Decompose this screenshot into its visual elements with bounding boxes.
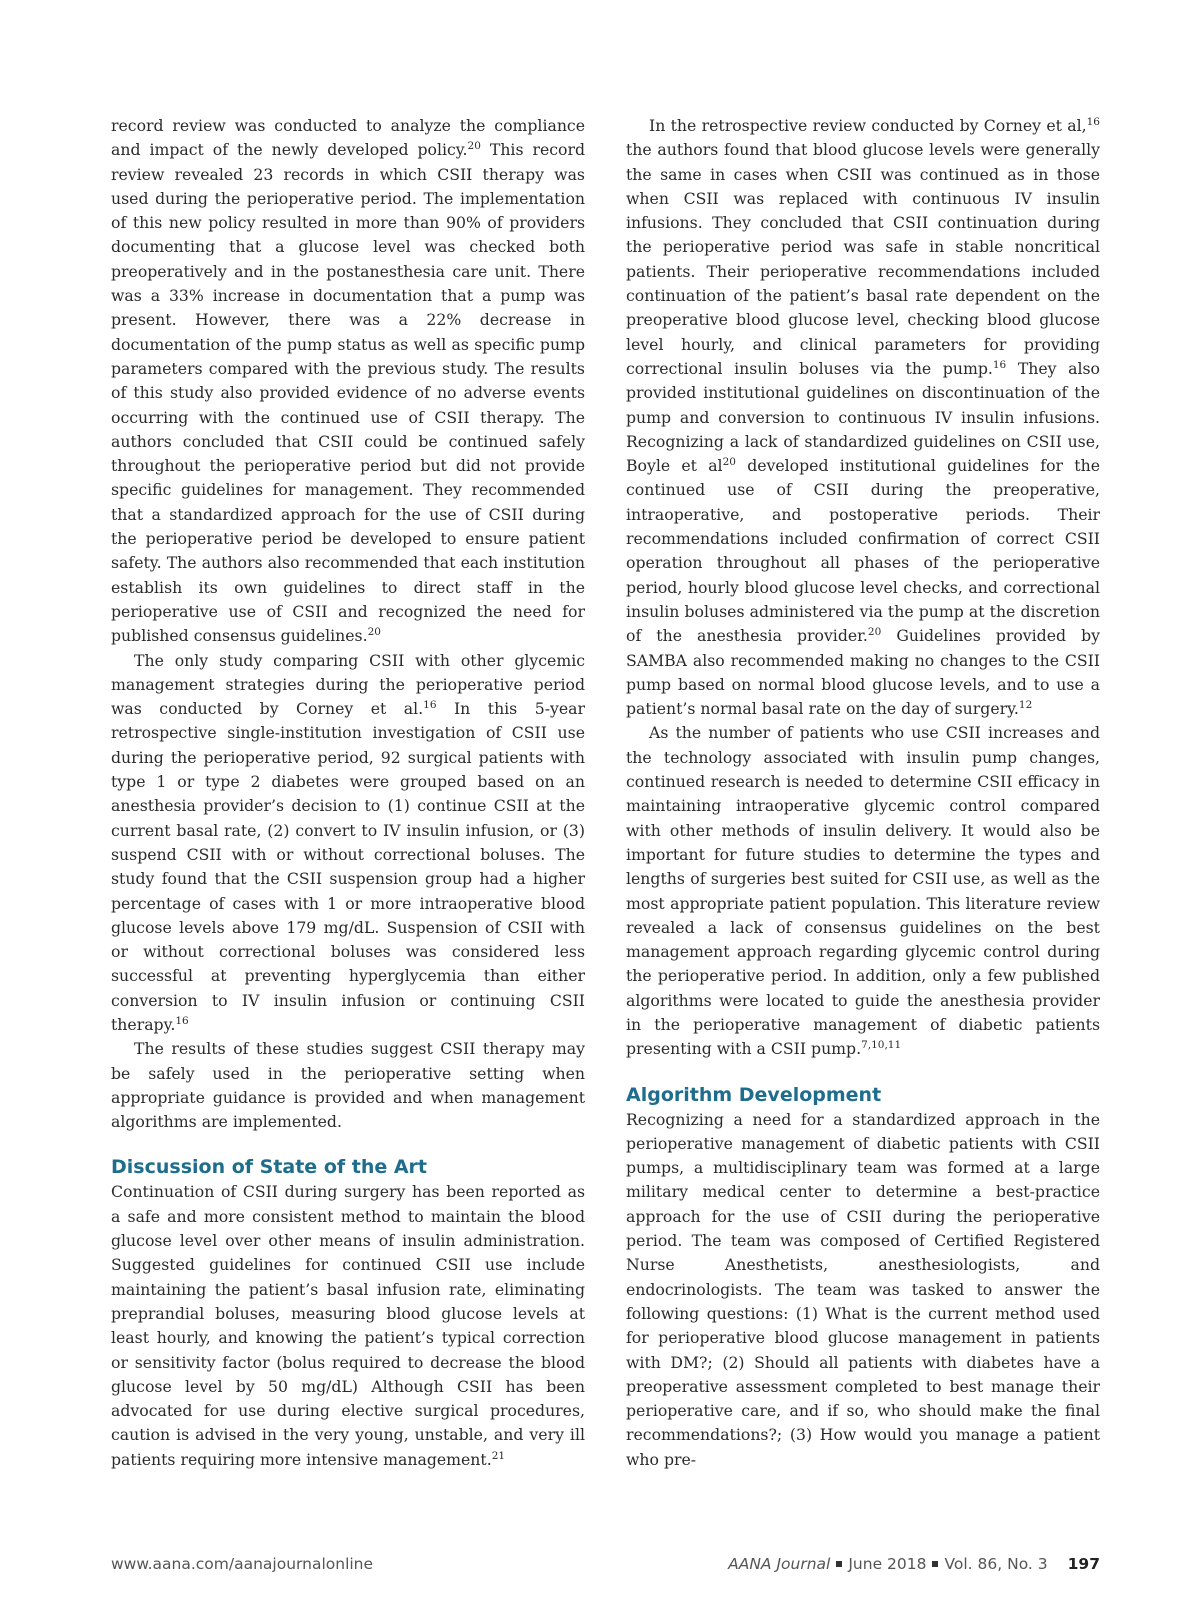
citation-superscript: 12	[1018, 699, 1033, 712]
paragraph: As the number of patients who use CSII increases and the technology associated with insulin pump changes, continued research is needed to determine CSII efficacy in maintaining intraoperative glycemic control compared with other methods of insulin delivery. It would also be important for future studies to determine the types and lengths of surgeries best suited for CSII use, as well as the most appropriate patient population. This literature review revealed a lack of consensus guidelines on the best management approach regarding glycemic control during the perioperative period. In addition, only a few published algorithms were located to guide the anesthesia provider in the perioperative management of diabetic patients presenting with a CSII pump.$^{7,10,11}$	[626, 723, 1100, 1059]
footer-citation	[728, 1555, 1100, 1573]
citation-superscript: 20	[722, 456, 736, 469]
citation-superscript: 16	[423, 699, 437, 712]
paragraph: record review was conducted to analyze the compliance and impact of the newly developed policy.$^{20}$ This record review revealed 23 records in which CSII therapy was used during the perioperative period. The implementation of this new policy resulted in more than 90% of providers documenting that a glucose level was checked both preoperatively and in the postanesthesia care unit. There was a 33% increase in documentation that a pump was present. However, there was a 22% decrease in documentation of the pump status as well as specific pump parameters compared with the previous study. The results of this study also provided evidence of no adverse events occurring with the continued use of CSII therapy. The authors concluded that CSII could be continued safely throughout the perioperative period but did not provide specific guidelines for management. They recommended that a standardized approach for the use of CSII during the perioperative period be developed to ensure patient safety. The authors also recommended that each institution establish its own guidelines to direct staff in the perioperative use of CSII and recognized the need for published consensus guidelines.$^{20}$	[111, 116, 585, 646]
journal-url[interactable]: www.aana.com/aanajournalonline	[111, 1555, 374, 1573]
separator-square-icon	[836, 1561, 842, 1567]
separator-square-icon	[932, 1561, 938, 1567]
citation-superscript: 16	[992, 358, 1007, 371]
citation-superscript: 16	[175, 1014, 189, 1027]
journal-name: AANA Journal	[728, 1555, 831, 1573]
paragraph: Recognizing a need for a standardized approach in the perioperative management of diabetic patients with CSII pumps, a multidisciplinary team was formed at a large military medical center to determine a best-practice approach for the use of CSII during the perioperative period. The team was composed of Certified Registered Nurse Anesthetists, anesthesiologists, and endocrinologists. The team was tasked to answer the following questions: (1) What is the current method used for perioperative blood glucose management in patients with DM?; (2) Should all patients with diabetes have a preoperative assessment completed to best manage their perioperative care, and if so, who should make the final recommendations?; (3) How would you manage a patient who pre-	[626, 1109, 1100, 1469]
volume-issue: Vol. 86, No. 3	[944, 1555, 1048, 1573]
section-heading: Discussion of State of the Art	[111, 1156, 428, 1179]
page-footer	[111, 1555, 1100, 1581]
page-number: 197	[1067, 1555, 1100, 1573]
citation-superscript: 20	[867, 626, 882, 639]
citation-superscript: 20	[367, 626, 381, 639]
citation-superscript: 7,10,11	[861, 1039, 902, 1052]
paragraph: In the retrospective review conducted by Corney et al,$^{16}$ the authors found that blood glucose levels were generally the same in cases when CSII was continued as in those when CSII was replaced with continuous IV insulin infusions. They concluded that CSII continuation during the perioperative period was safe in stable noncritical patients. Their perioperative recommendations included continuation of the patient’s basal rate dependent on the preoperative blood glucose level, checking blood glucose level hourly, and clinical parameters for providing correctional insulin boluses via the pump.$^{16}$ They also provided institutional guidelines on discontinuation of the pump and conversion to continuous IV insulin infusions. Recognizing a lack of standardized guidelines on CSII use, Boyle et $al^{20}$ developed institutional guidelines for the continued use of CSII during the preoperative, intraoperative, and postoperative periods. Their recommendations included confirmation of correct CSII operation throughout all phases of the perioperative period, hourly blood glucose level checks, and correctional insulin boluses administered via the pump at the discretion of the anesthesia provider.$^{20}$ Guidelines provided by SAMBA also recommended making no changes to the CSII pump based on normal blood glucose levels, and to use a patient’s normal basal rate on the day of surgery.$^{12}$	[626, 116, 1100, 719]
citation-superscript: 20	[467, 140, 481, 153]
citation-superscript: 21	[491, 1449, 506, 1462]
paragraph: The results of these studies suggest CSII therapy may be safely used in the perioperative setting when appropriate guidance is provided and when management algorithms are implemented.	[111, 1039, 585, 1132]
right-column	[626, 114, 1100, 1472]
paragraph: The only study comparing CSII with other glycemic management strategies during the perioperative period was conducted by Corney et al.$^{16}$ In this 5-year retrospective single-institution investigation of CSII use during the perioperative period, 92 surgical patients with type 1 or type 2 diabetes were grouped based on an anesthesia provider’s decision to (1) continue CSII at the current basal rate, (2) convert to IV insulin infusion, or (3) suspend CSII with or without correctional boluses. The study found that the CSII suspension group had a higher percentage of cases with 1 or more intraoperative blood glucose levels above 179 mg/dL. Suspension of CSII with or without correctional boluses was considered less successful at preventing hyperglycemia than either conversion to IV insulin infusion or continuing CSII therapy.$^{16}$	[111, 650, 585, 1034]
left-column	[111, 114, 585, 1472]
section-heading: Algorithm Development	[626, 1083, 882, 1106]
issue-date: June 2018	[848, 1555, 927, 1573]
paragraph: Continuation of CSII during surgery has been reported as a safe and more consistent method to maintain the blood glucose level over other means of insulin administration. Suggested guidelines for continued CSII use include maintaining the patient’s basal infusion rate, eliminating preprandial boluses, measuring blood glucose levels at least hourly, and knowing the patient’s typical correction or sensitivity factor (bolus required to decrease the blood glucose level by 50 mg/dL) Although CSII has been advocated for use during elective surgical procedures, caution is advised in the very young, unstable, and very ill patients requiring more intensive management.$^{21}$	[111, 1182, 585, 1469]
citation-superscript: 16	[1086, 116, 1100, 128]
